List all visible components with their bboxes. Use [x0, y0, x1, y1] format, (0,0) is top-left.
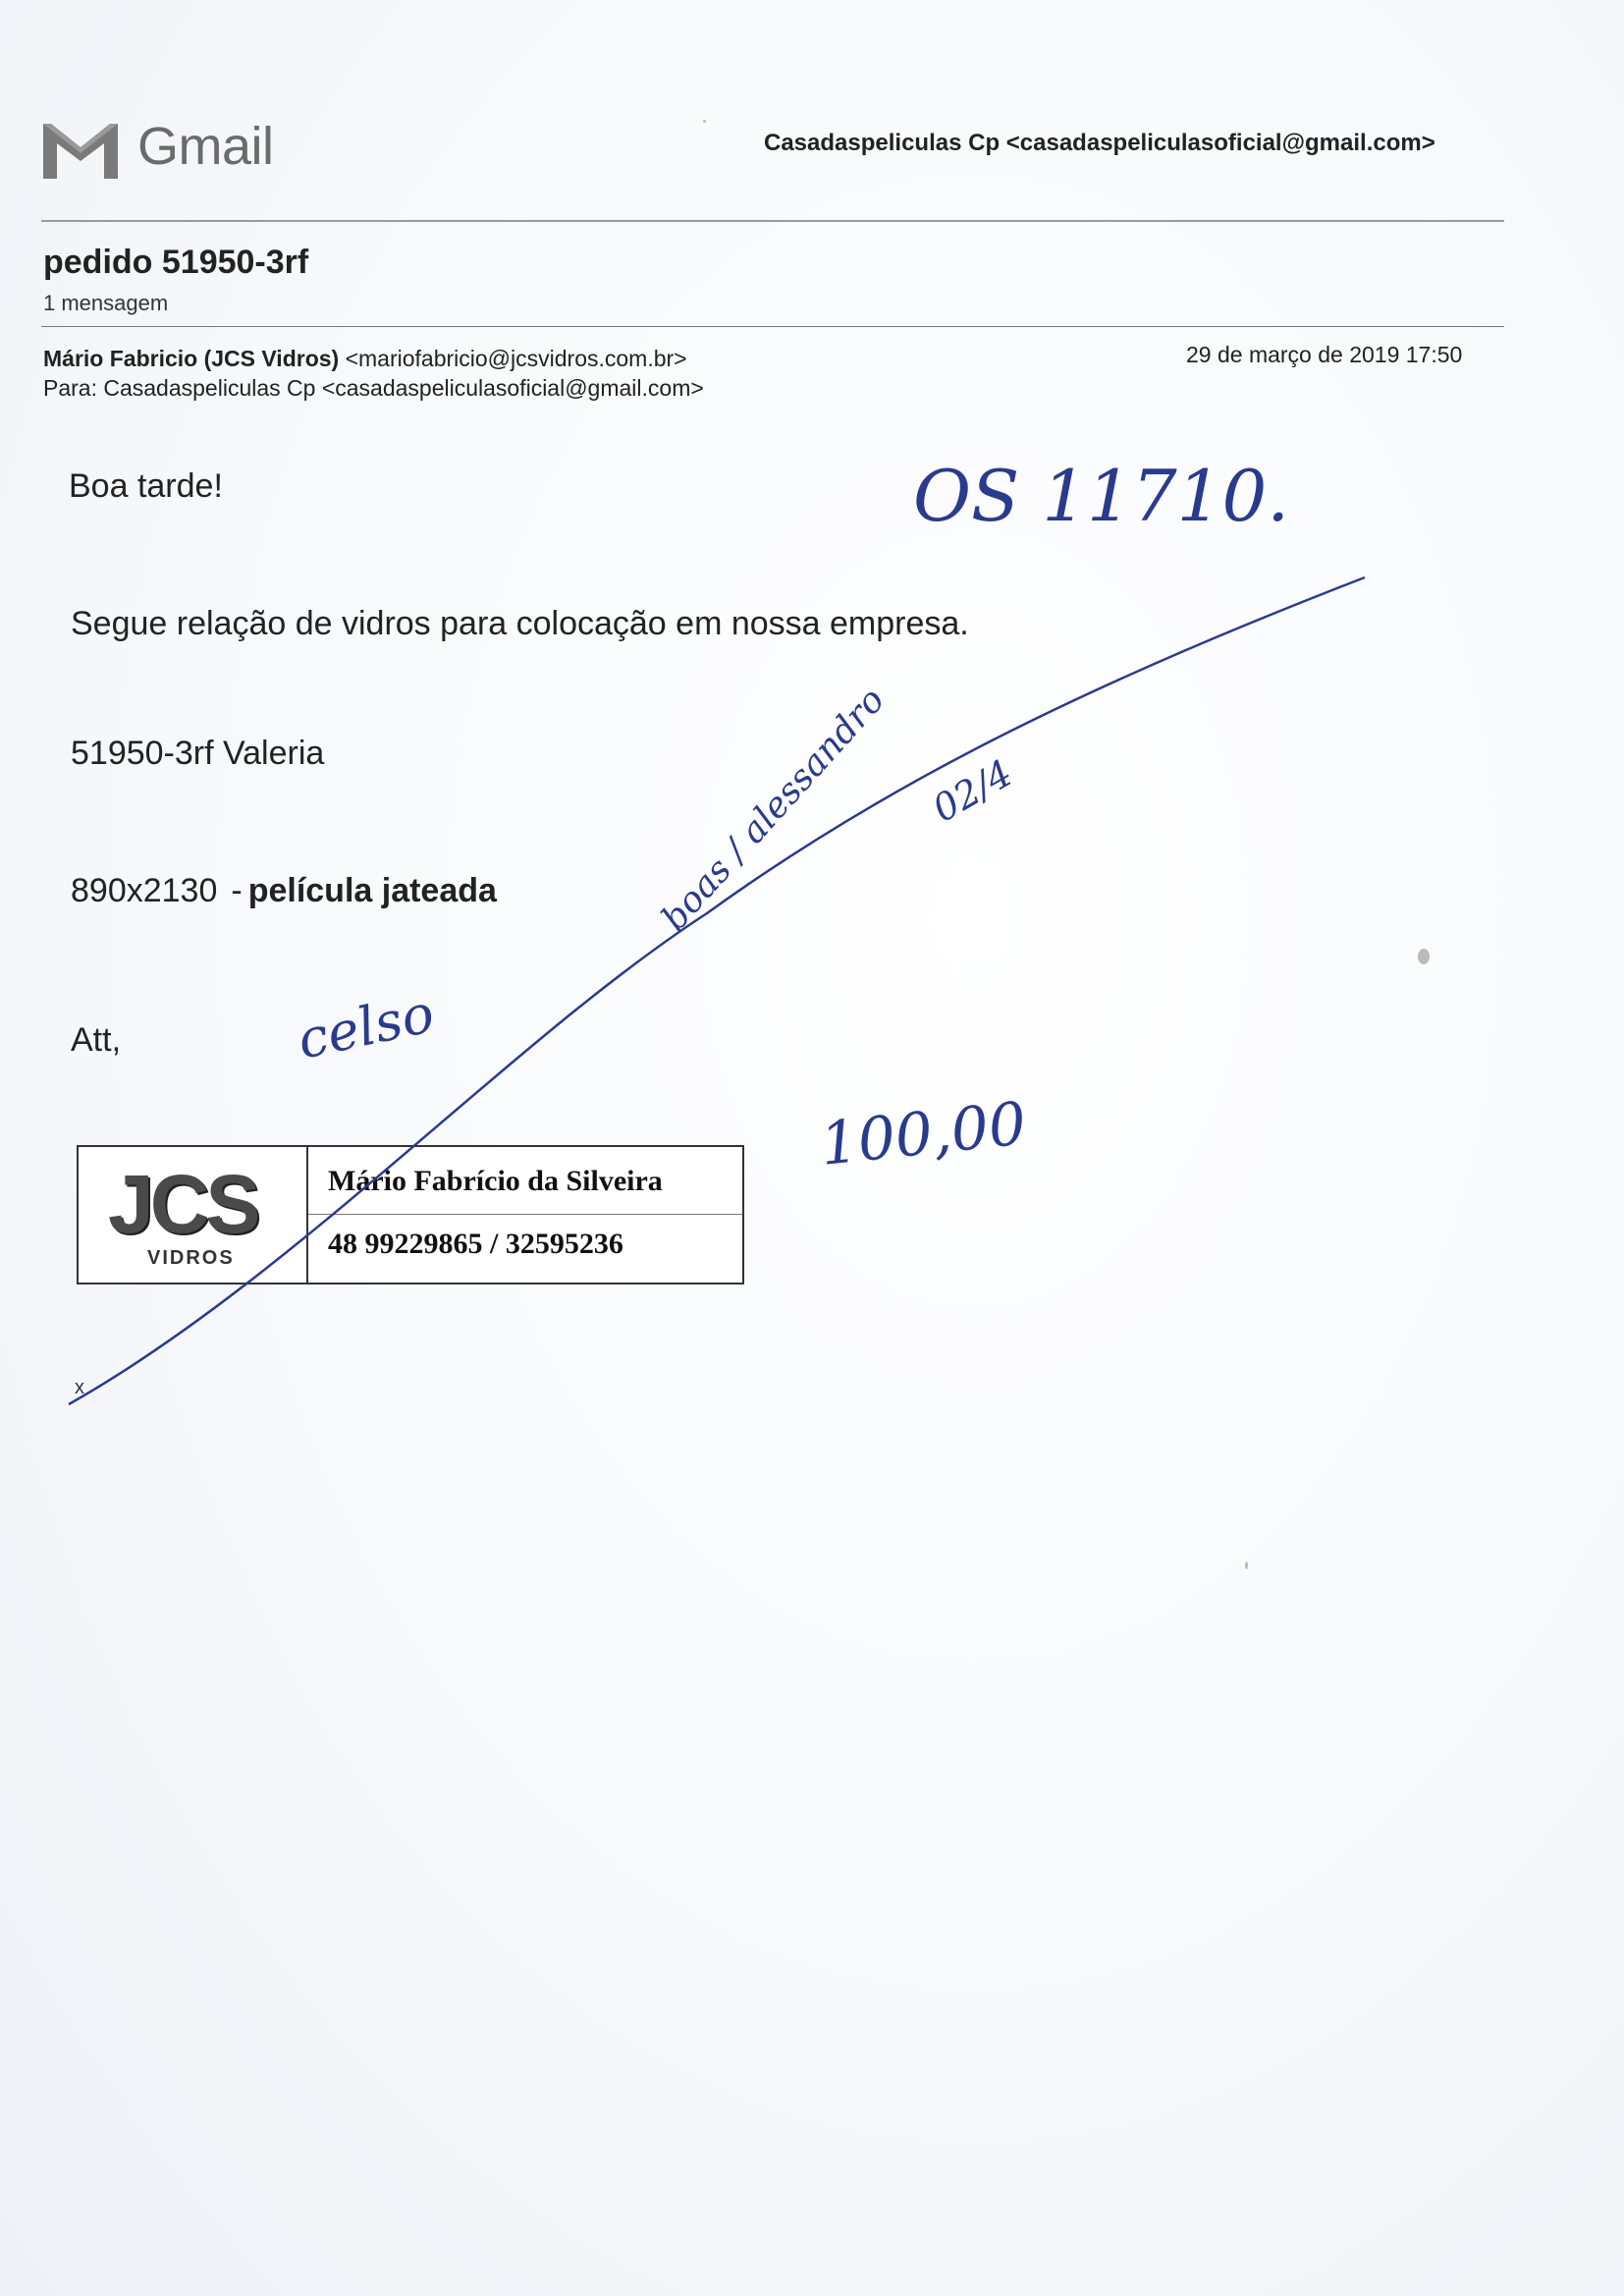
item-size: 890x2130 [71, 872, 218, 909]
email-subject: pedido 51950-3rf [43, 244, 309, 281]
item-line [71, 872, 497, 910]
gmail-icon [39, 118, 122, 183]
sender-name: Mário Fabricio (JCS Vidros) [43, 346, 340, 371]
item-description: película jateada [247, 872, 497, 909]
recipient-line: Para: Casadaspeliculas Cp <casadaspeliculasoficial@gmail.com> [43, 375, 704, 401]
order-reference: 51950-3rf Valeria [71, 735, 325, 772]
scan-speck [1245, 1561, 1248, 1569]
scan-speck [703, 120, 706, 123]
message-count: 1 mensagem [43, 291, 169, 315]
email-date: 29 de março de 2019 17:50 [1186, 342, 1463, 367]
sender-email: <mariofabricio@jcsvidros.com.br> [345, 346, 687, 371]
closing: Att, [71, 1021, 122, 1059]
signature-card [77, 1145, 744, 1285]
greeting: Boa tarde! [69, 467, 223, 505]
signature-name: Mário Fabrício da Silveira [328, 1165, 663, 1197]
account-address: Casadaspeliculas Cp <casadaspeliculasoficial@gmail.com> [764, 130, 1435, 156]
signature-info [308, 1147, 742, 1283]
signature-divider [308, 1214, 742, 1215]
handwritten-note: boas / alessandro [654, 680, 893, 940]
handwritten-date: 02/4 [925, 751, 1020, 831]
sender-line [43, 346, 687, 372]
signature-phone: 48 99229865 / 32595236 [328, 1228, 623, 1260]
margin-mark: x [75, 1377, 84, 1398]
thread-divider [41, 326, 1504, 327]
company-logo [79, 1147, 308, 1283]
body-text: Segue relação de vidros para colocação em nossa empresa. [71, 605, 969, 642]
logo-letters: JCS [108, 1158, 257, 1250]
initials-signature: celso [292, 982, 440, 1071]
gmail-wordmark: Gmail [137, 117, 274, 176]
header-divider [41, 220, 1504, 222]
os-number: OS 11710. [913, 455, 1290, 537]
scan-speck [1418, 949, 1430, 964]
logo-subtitle: VIDROS [147, 1247, 235, 1269]
amount-note: 100,00 [817, 1089, 1030, 1179]
item-dash: - [231, 872, 243, 909]
